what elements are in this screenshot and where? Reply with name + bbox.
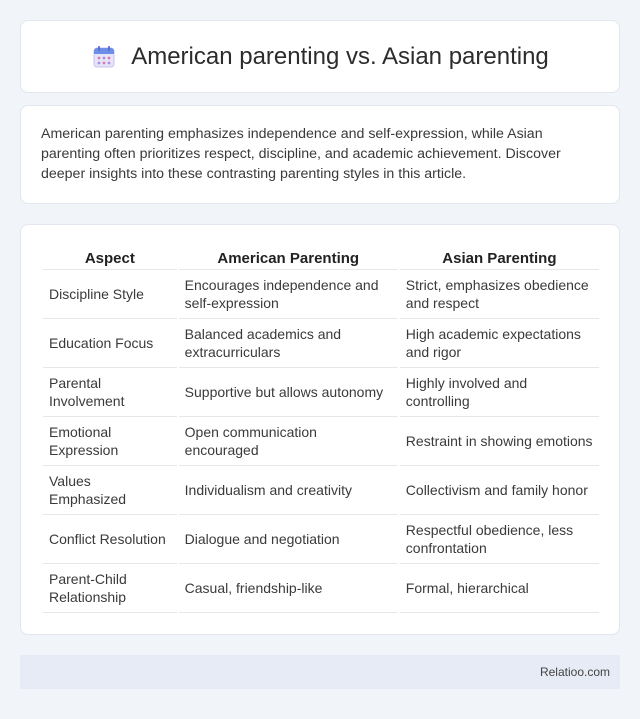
intro-text: American parenting emphasizes independence and self-expression, while Asian parenting often prioritizes respect, discipline, and academic achievement. Discover deeper insights into these contrasting parenting styles in this article. bbox=[41, 126, 561, 182]
table-row bbox=[43, 515, 599, 564]
calendar-icon bbox=[91, 44, 117, 70]
page-title: American parenting vs. Asian parenting bbox=[131, 42, 549, 70]
cell-aspect: Discipline Style bbox=[43, 270, 177, 319]
cell-aspect: Education Focus bbox=[43, 319, 177, 368]
footer-brand-link[interactable]: Relatioo.com bbox=[539, 665, 610, 679]
header-american: American Parenting bbox=[179, 245, 398, 270]
cell-asian: Respectful obedience, less confrontation bbox=[400, 515, 599, 564]
cell-american: Encourages independence and self-expression bbox=[179, 270, 398, 319]
cell-asian: High academic expectations and rigor bbox=[400, 319, 599, 368]
cell-american: Balanced academics and extracurriculars bbox=[179, 319, 398, 368]
table-row bbox=[43, 466, 599, 515]
cell-aspect: Parental Involvement bbox=[43, 368, 177, 417]
cell-asian: Highly involved and controlling bbox=[400, 368, 599, 417]
cell-american: Individualism and creativity bbox=[179, 466, 398, 515]
table-row bbox=[43, 270, 599, 319]
table-header-row bbox=[43, 245, 599, 270]
cell-american: Supportive but allows autonomy bbox=[179, 368, 398, 417]
cell-asian: Restraint in showing emotions bbox=[400, 417, 599, 466]
comparison-table-card bbox=[20, 224, 620, 635]
footer bbox=[20, 655, 620, 689]
title-card bbox=[20, 20, 620, 93]
comparison-table bbox=[41, 245, 601, 613]
cell-aspect: Parent-Child Relationship bbox=[43, 564, 177, 613]
table-row bbox=[43, 564, 599, 613]
table-row bbox=[43, 417, 599, 466]
cell-aspect: Values Emphasized bbox=[43, 466, 177, 515]
header-aspect: Aspect bbox=[43, 245, 177, 270]
cell-asian: Formal, hierarchical bbox=[400, 564, 599, 613]
cell-american: Casual, friendship-like bbox=[179, 564, 398, 613]
cell-asian: Strict, emphasizes obedience and respect bbox=[400, 270, 599, 319]
cell-american: Open communication encouraged bbox=[179, 417, 398, 466]
table-row bbox=[43, 368, 599, 417]
cell-asian: Collectivism and family honor bbox=[400, 466, 599, 515]
header-asian: Asian Parenting bbox=[400, 245, 599, 270]
table-row bbox=[43, 319, 599, 368]
cell-aspect: Emotional Expression bbox=[43, 417, 177, 466]
intro-card bbox=[20, 105, 620, 204]
cell-american: Dialogue and negotiation bbox=[179, 515, 398, 564]
cell-aspect: Conflict Resolution bbox=[43, 515, 177, 564]
